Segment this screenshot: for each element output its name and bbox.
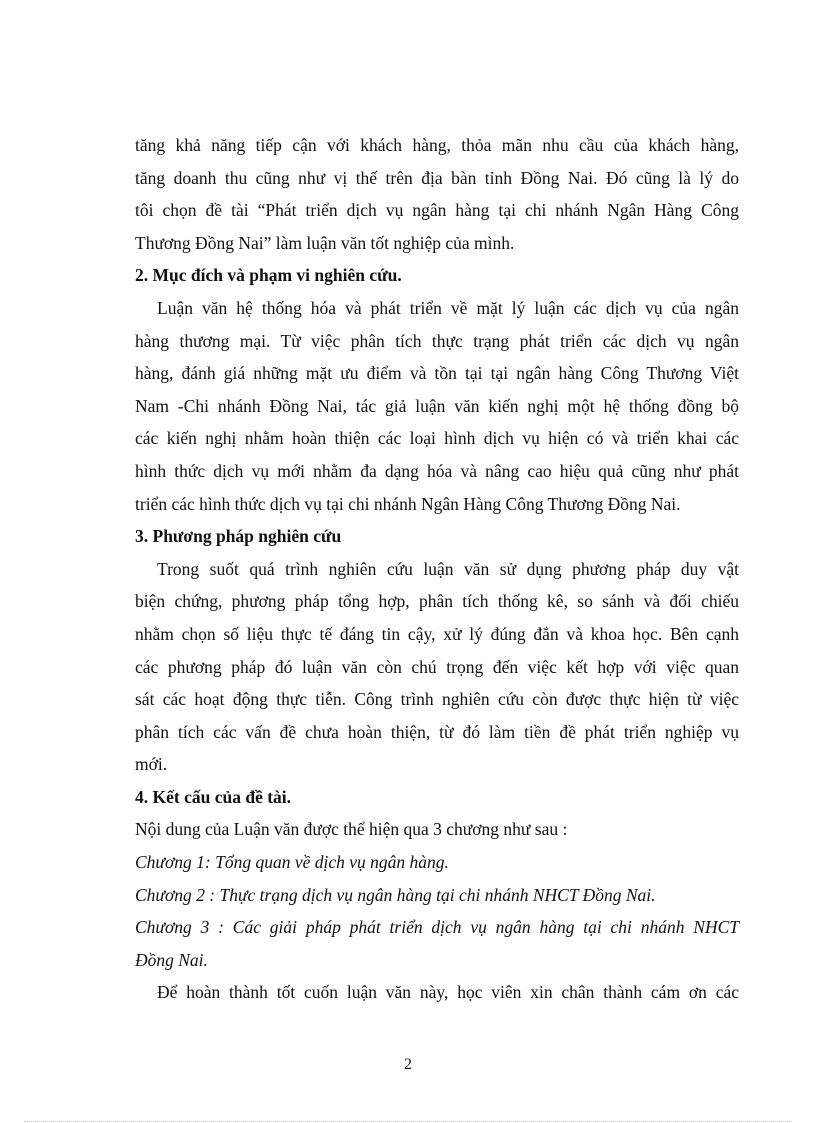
method-paragraph (135, 553, 739, 781)
paragraph-line: triển các hình thức dịch vụ tại chi nhánh Ngân Hàng Công Thương Đồng Nai. (135, 493, 681, 514)
paragraph-line: tăng doanh thu cũng như vị thế trên địa bàn tỉnh Đồng Nai. Đó cũng là lý do (135, 167, 739, 188)
section-heading-purpose: 2. Mục đích và phạm vi nghiên cứu. (135, 265, 402, 286)
paragraph-line: Thương Đồng Nai” làm luận văn tốt nghiệp của mình. (135, 232, 515, 253)
paragraph-line: Nam -Chi nhánh Đồng Nai, tác giả luận văn kiến nghị một hệ thống đồng bộ (135, 395, 739, 416)
section-heading-method: 3. Phương pháp nghiên cứu (135, 526, 342, 547)
paragraph-line: sát các hoạt động thực tiễn. Công trình nghiên cứu còn được thực hiện từ việc (135, 689, 739, 710)
purpose-paragraph (135, 292, 739, 520)
closing-line: Để hoàn thành tốt cuốn luận văn này, học viên xin chân thành cám ơn các (157, 982, 739, 1003)
paragraph-line: Luận văn hệ thống hóa và phát triển về mặt lý luận các dịch vụ của ngân (157, 297, 739, 318)
page-body (135, 129, 739, 1009)
paragraph-line: hình thức dịch vụ mới nhằm đa dạng hóa và nâng cao hiệu quả cũng như phát (135, 460, 739, 481)
paragraph-line: biện chứng, phương pháp tổng hợp, phân tích thống kê, so sánh và đối chiếu (135, 591, 739, 612)
page-bottom-divider (24, 1121, 792, 1122)
section-heading-structure: 4. Kết cấu của đề tài. (135, 786, 292, 807)
page-number: 2 (404, 1056, 412, 1073)
paragraph-line: hàng thương mại. Từ việc phân tích thực trạng phát triển các dịch vụ ngân (135, 330, 739, 351)
paragraph-line: tăng khả năng tiếp cận với khách hàng, thỏa mãn nhu cầu của khách hàng, (135, 135, 739, 155)
paragraph-line: các phương pháp đó luận văn còn chú trọng đến việc kết hợp với việc quan (135, 656, 739, 677)
paragraph-line: nhằm chọn số liệu thực tế đáng tin cậy, xử lý đúng đắn và khoa học. Bên cạnh (135, 623, 739, 644)
paragraph-line: Trong suốt quá trình nghiên cứu luận văn sử dụng phương pháp duy vật (157, 558, 739, 579)
chapter-1-line: Chương 1: Tổng quan về dịch vụ ngân hàng. (135, 852, 449, 873)
chapter-3-line-continued: Đồng Nai. (135, 949, 208, 970)
intro-paragraph (135, 129, 739, 259)
chapter-2-line: Chương 2 : Thực trạng dịch vụ ngân hàng tại chi nhánh NHCT Đồng Nai. (135, 884, 656, 905)
paragraph-line: các kiến nghị nhằm hoàn thiện các loại hình dịch vụ hiện có và triển khai các (135, 428, 739, 449)
paragraph-line: mới. (135, 754, 168, 775)
paragraph-line: tôi chọn đề tài “Phát triển dịch vụ ngân hàng tại chi nhánh Ngân Hàng Công (135, 200, 739, 221)
paragraph-line: phân tích các vấn đề chưa hoàn thiện, từ đó làm tiền đề phát triển nghiệp vụ (135, 721, 739, 742)
chapter-3-line: Chương 3 : Các giải pháp phát triển dịch vụ ngân hàng tại chi nhánh NHCT (135, 917, 739, 938)
structure-intro: Nội dung của Luận văn được thể hiện qua 3 chương như sau : (135, 819, 568, 840)
paragraph-line: hàng, đánh giá những mặt ưu điểm và tồn tại tại ngân hàng Công Thương Việt (135, 363, 739, 384)
